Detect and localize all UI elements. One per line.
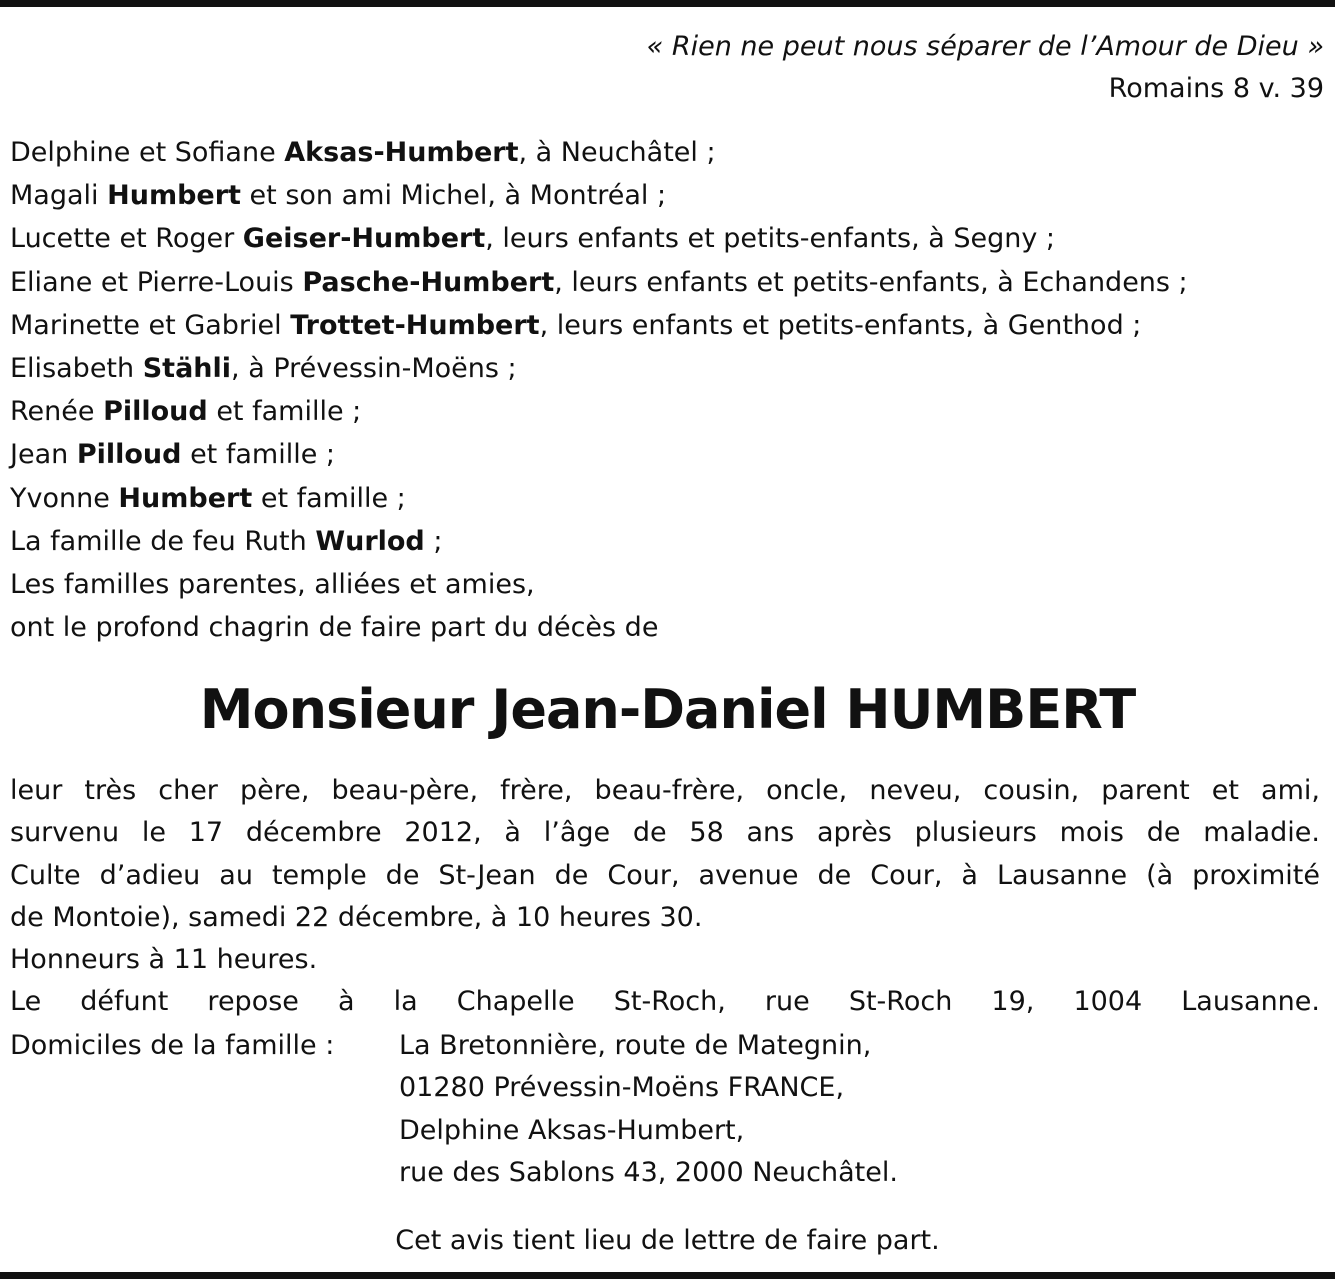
family-surname: Humbert [118,482,253,514]
family-line: Delphine et Sofiane Aksas-Humbert, à Neuchâtel ; [10,137,716,168]
epigraph-reference: Romains 8 v. 39 [1108,73,1324,104]
service-line: Culte d’adieu au temple de St-Jean de Cour, avenue de Cour, à Lausanne (à proximité [10,859,1320,891]
family-list [10,131,1328,649]
family-line: La famille de feu Ruth Wurlod ; [10,525,443,557]
address-line: Delphine Aksas-Humbert, [399,1114,745,1146]
family-surname: Wurlod [315,525,425,557]
deceased-name: Monsieur Jean-Daniel HUMBERT [199,678,1136,741]
family-surname: Pilloud [76,439,182,471]
announcement-line: ont le profond chagrin de faire part du décès de [10,612,659,644]
top-rule [0,0,1335,7]
family-surname: Pilloud [103,396,208,428]
death-date-line: survenu le 17 décembre 2012, à l’âge de 58 ans après plusieurs mois de maladie. [10,817,1320,849]
domicile-address [399,1025,898,1194]
family-surname: Geiser-Humbert [242,223,486,255]
epigraph [647,26,1324,110]
family-surname: Trottet-Humbert [290,309,540,341]
footer-note: Cet avis tient lieu de lettre de faire part. [395,1225,940,1256]
family-line: Lucette et Roger Geiser-Humbert, leurs enfants et petits-enfants, à Segny ; [10,223,1056,255]
details-text [10,770,1320,1024]
address-line: La Bretonnière, route de Mategnin, [399,1030,872,1061]
family-line: Marinette et Gabriel Trottet-Humbert, leurs enfants et petits-enfants, à Genthod ; [10,309,1142,341]
address-line: 01280 Prévessin-Moëns FRANCE, [399,1072,845,1104]
bottom-rule [0,1272,1335,1279]
epigraph-quote: « Rien ne peut nous séparer de l’Amour de Dieu » [646,31,1324,62]
family-line: Jean Pilloud et famille ; [10,439,335,471]
family-line: Elisabeth Stähli, à Prévessin-Moëns ; [10,352,517,384]
family-surname: Pasche-Humbert [302,266,555,298]
family-surname: Humbert [107,180,241,212]
honours-line: Honneurs à 11 heures. [10,944,318,976]
family-line: Renée Pilloud et famille ; [10,396,362,428]
rest-place-line: Le défunt repose à la Chapelle St-Roch, rue St-Roch 19, 1004 Lausanne. [10,986,1320,1018]
address-line: rue des Sablons 43, 2000 Neuchâtel. [399,1156,898,1188]
family-line: Yvonne Humbert et famille ; [10,482,406,514]
domicile-label: Domiciles de la famille : [10,1030,335,1061]
relation-line: leur très cher père, beau-père, frère, beau-frère, oncle, neveu, cousin, parent et ami, [10,775,1320,806]
family-surname: Aksas-Humbert [284,137,519,168]
family-surname: Stähli [142,352,232,384]
family-line: Magali Humbert et son ami Michel, à Montréal ; [10,180,667,212]
family-line: Les familles parentes, alliées et amies, [10,568,535,600]
service-date-line: de Montoie), samedi 22 décembre, à 10 heures 30. [10,901,703,933]
family-line: Eliane et Pierre-Louis Pasche-Humbert, leurs enfants et petits-enfants, à Echandens ; [10,266,1188,298]
